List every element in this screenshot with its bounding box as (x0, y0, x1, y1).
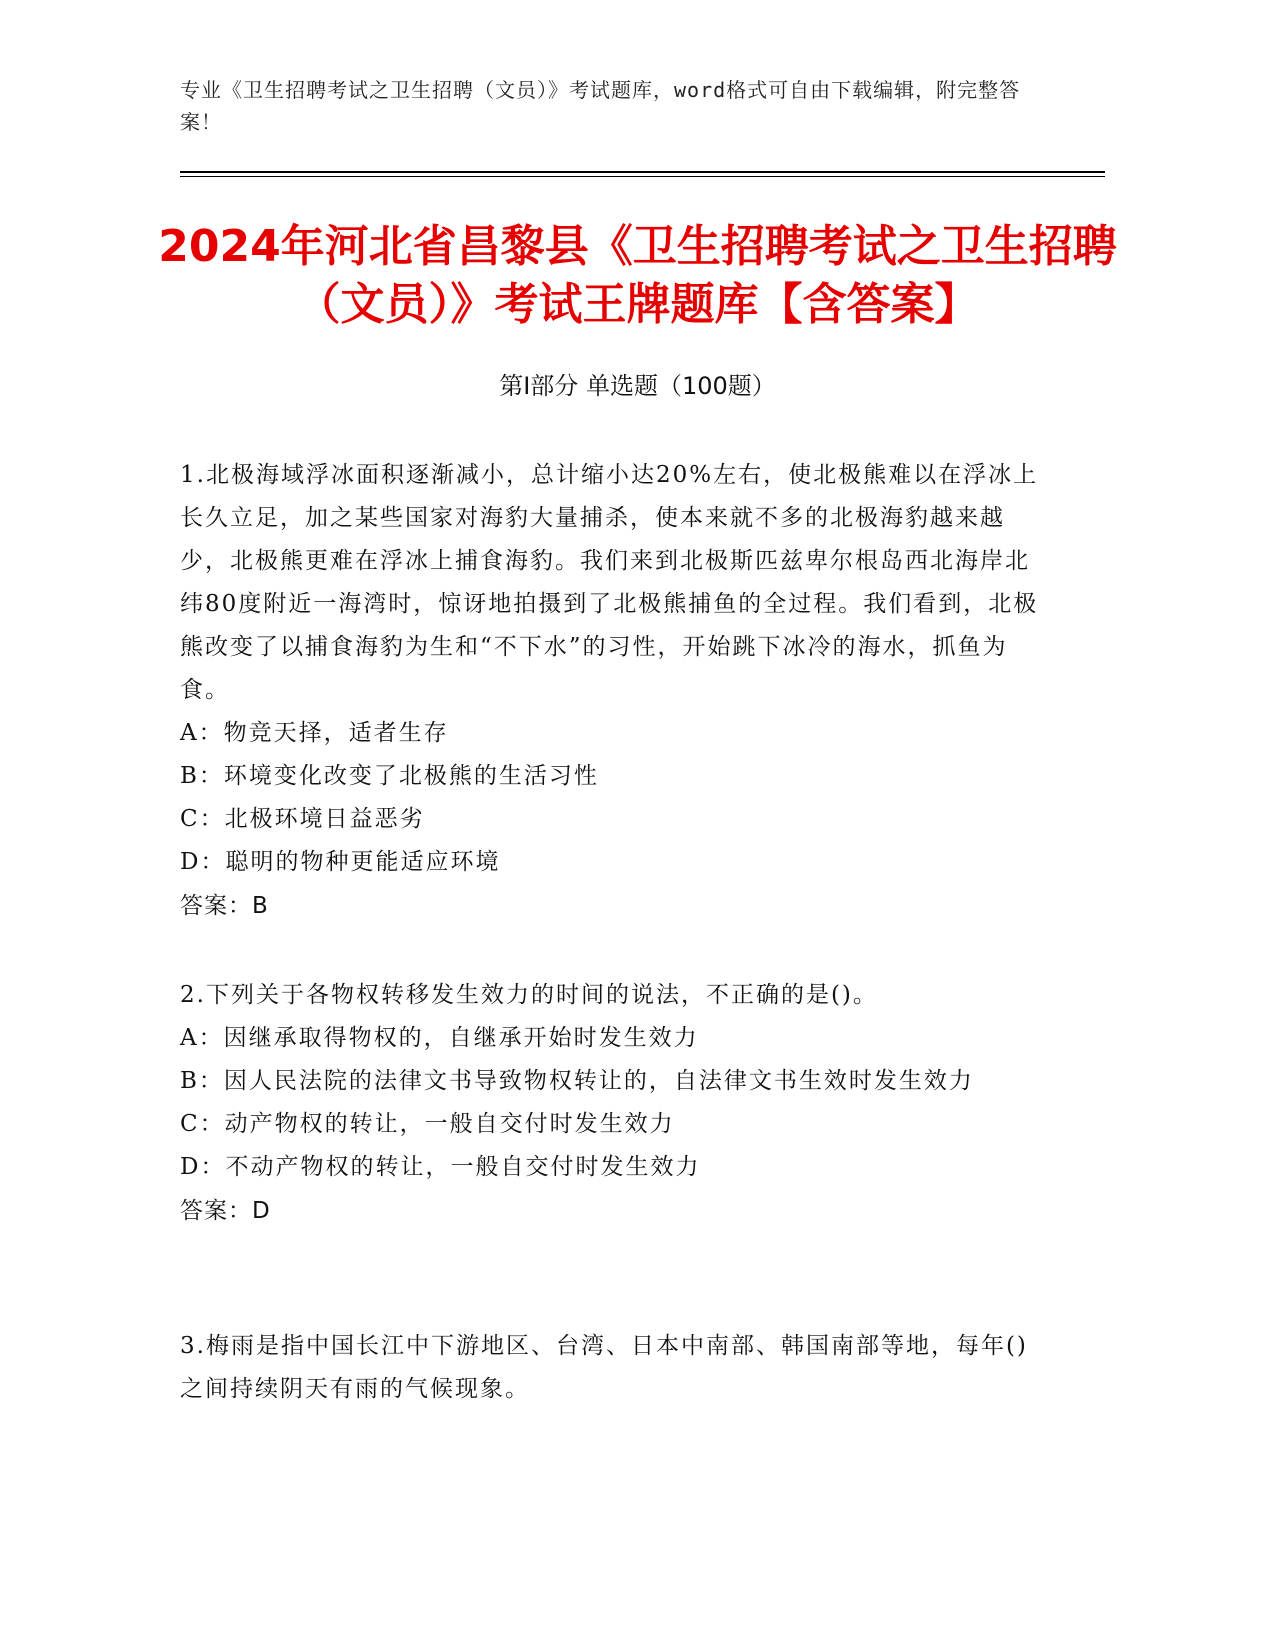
option-b: B：因人民法院的法律文书导致物权转让的，自法律文书生效时发生效力 (180, 1068, 974, 1094)
question-3 (180, 1325, 1040, 1411)
header-divider-thick (180, 171, 1105, 173)
document-title: 2024年河北省昌黎县《卫生招聘考试之卫生招聘（文员）》考试王牌题库【含答案】 (158, 221, 1117, 330)
option-a: A：物竞天择，适者生存 (180, 720, 449, 746)
answer: 答案：D (180, 1198, 271, 1224)
option-b: B：环境变化改变了北极熊的生活习性 (180, 763, 599, 789)
header-divider-thin (180, 176, 1105, 177)
header-note: 专业《卫生招聘考试之卫生招聘（文员）》考试题库，word格式可自由下载编辑，附完整答案！ (180, 78, 1021, 134)
option-c: C：动产物权的转让，一般自交付时发生效力 (180, 1111, 675, 1137)
question-stem: 3.梅雨是指中国长江中下游地区、台湾、日本中南部、韩国南部等地，每年()之间持续阴天有雨的气候现象。 (180, 1333, 1028, 1402)
question-stem: 2.下列关于各物权转移发生效力的时间的说法，不正确的是()。 (180, 982, 878, 1008)
option-c: C：北极环境日益恶劣 (180, 806, 425, 832)
section-heading: 第I部分 单选题（100题） (499, 372, 776, 400)
answer: 答案：B (180, 893, 269, 919)
option-d: D：不动产物权的转让，一般自交付时发生效力 (180, 1154, 701, 1180)
question-1 (180, 454, 1040, 928)
option-d: D：聪明的物种更能适应环境 (180, 849, 501, 875)
option-a: A：因继承取得物权的，自继承开始时发生效力 (180, 1025, 699, 1051)
question-stem: 1.北极海域浮冰面积逐渐减小，总计缩小达20%左右，使北极熊难以在浮冰上长久立足，加之某些国家对海豹大量捕杀，使本来就不多的北极海豹越来越少，北极熊更难在浮冰上捕食海豹。我们来到北极斯匹兹卑尔根岛西北海岸北纬80度附近一海湾时，惊讶地拍摄到了北极熊捕鱼的全过程。我们看到，北极熊改变了以捕食海豹为生和“不下水”的习性，开始跳下冰冷的海水，抓鱼为食。 (180, 462, 1039, 703)
question-2 (180, 974, 1040, 1233)
